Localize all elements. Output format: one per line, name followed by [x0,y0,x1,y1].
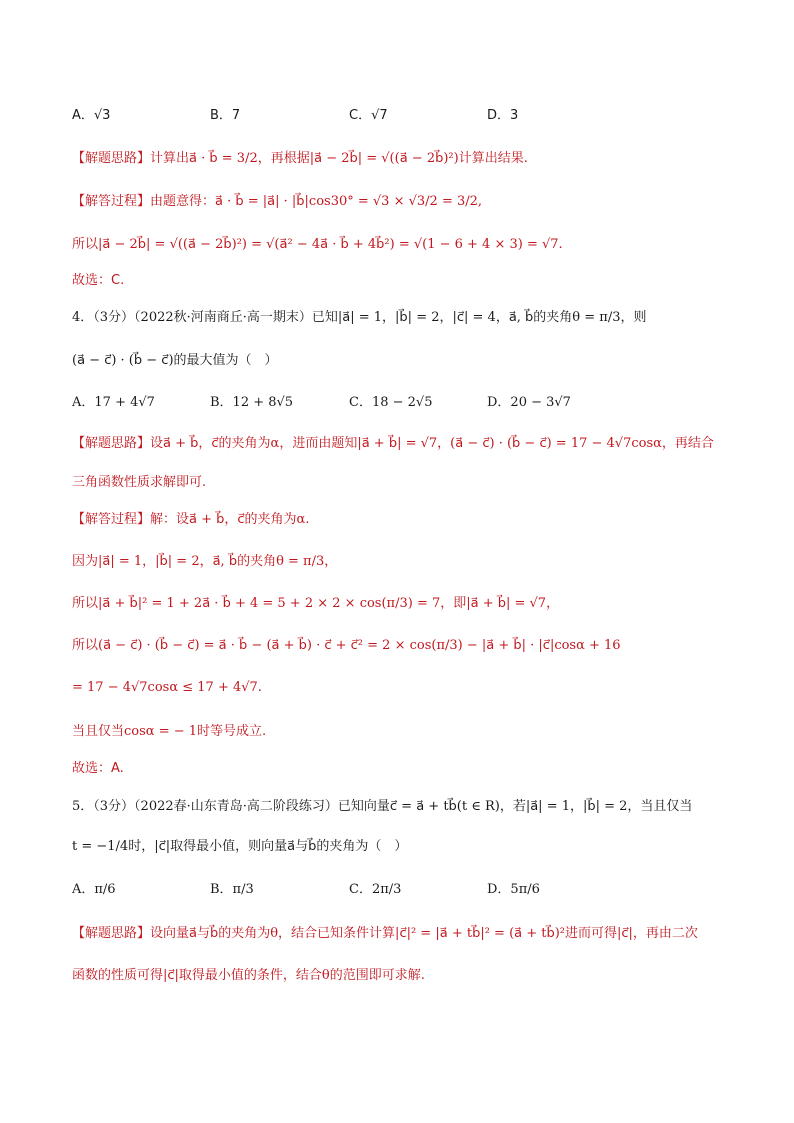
q5-hint-line-2: 函数的性质可得|c⃗|取得最小值的条件，结合θ的范围即可求解. [72,968,425,983]
q3-option-c: C．√7 [349,108,388,123]
q4-process-line-3: 所以|a⃗ + b⃗|² = 1 + 2a⃗ · b⃗ + 4 = 5 + 2 × 2 × cos(π/3) = 7，即|a⃗ + b⃗| = √7， [72,596,560,611]
q4-process-text-1: 解：设a⃗ + b⃗，c⃗的夹角为α. [150,512,310,527]
q4-hint-text-1: 设a⃗ + b⃗，c⃗的夹角为α，进而由题知|a⃗ + b⃗| = √7，(a⃗ − c⃗) · (b⃗ − c⃗) = 17 − 4√7cosα，再结合 [150,436,714,451]
q4-option-b: B．12 + 8√5 [210,395,294,410]
q4-answer: 故选：A. [72,761,124,776]
q3-process-line-1 [72,192,482,212]
q5-stem-line-1: 5．（3分）（2022春·山东青岛·高二阶段练习）已知向量c⃗ = a⃗ + tb⃗(t ∈ R)，若|a⃗| = 1，|b⃗| = 2，当且仅当 [72,799,693,814]
q4-process-line-6: 当且仅当cosα = − 1时等号成立. [72,724,267,739]
q4-stem-line-1: 4．（3分）（2022秋·河南商丘·高一期末）已知|a⃗| = 1，|b⃗| = 2，|c⃗| = 4，a⃗, b⃗的夹角θ = π/3，则 [72,310,647,325]
process-tag: 【解答过程】 [72,194,151,209]
q3-hint-text: 计算出a⃗ · b⃗ = 3/2，再根据|a⃗ − 2b⃗| = √((a⃗ − 2b⃗)²)计算出结果. [150,151,528,166]
q3-process-line-2 [72,235,563,255]
hint-tag: 【解题思路】 [72,151,151,166]
q4-process-line-1 [72,510,309,530]
q4-process-line-5: = 17 − 4√7cosα ≤ 17 + 4√7. [72,680,262,695]
q5-option-c: C．2π/3 [349,882,402,897]
q3-answer: 故选：C. [72,273,125,288]
q3-process-text-2: 所以|a⃗ − 2b⃗| = √((a⃗ − 2b⃗)²) = √(a⃗² − 4a⃗ · b⃗ + 4b⃗²) = √(1 − 6 + 4 × 3) = √7. [72,237,563,252]
q4-process-line-4: 所以(a⃗ − c⃗) · (b⃗ − c⃗) = a⃗ · b⃗ − (a⃗ + b⃗) · c⃗ + c⃗² = 2 × cos(π/3) − |a⃗ + b⃗| · |c⃗|cosα + 16 [72,638,621,653]
q4-option-a: A．17 + 4√7 [72,395,155,410]
hint-tag: 【解题思路】 [72,926,151,941]
q5-option-b: B．π/3 [210,882,254,897]
q3-process-text-1: 由题意得：a⃗ · b⃗ = |a⃗| · |b⃗|cos30° = √3 × √3/2 = 3/2, [150,194,483,209]
q5-hint-text-1: 设向量a⃗与b⃗的夹角为θ，结合已知条件计算|c⃗|² = |a⃗ + tb⃗|² = (a⃗ + tb⃗)²进而可得|c⃗|，再由二次 [150,926,698,941]
q5-hint-line-1 [72,924,698,944]
q3-option-b: B．7 [210,108,241,123]
q4-process-line-2: 因为|a⃗| = 1，|b⃗| = 2，a⃗, b⃗的夹角θ = π/3， [72,554,338,569]
q3-option-a: A．√3 [72,108,111,123]
q5-option-d: D．5π/6 [487,882,540,897]
q3-hint-line [72,149,528,169]
hint-tag: 【解题思路】 [72,436,151,451]
process-tag: 【解答过程】 [72,512,151,527]
q3-option-d: D．3 [487,108,519,123]
q4-hint-line-2: 三角函数性质求解即可. [72,475,207,490]
q4-option-c: C．18 − 2√5 [349,395,433,410]
q5-stem-line-2: t = −1/4时，|c⃗|取得最小值，则向量a⃗与b⃗的夹角为（ ） [72,839,408,854]
q4-option-d: D．20 − 3√7 [487,395,571,410]
q4-hint-line-1 [72,434,714,454]
q4-stem-line-2: (a⃗ − c⃗) · (b⃗ − c⃗)的最大值为（ ） [72,353,278,368]
q5-option-a: A．π/6 [72,882,116,897]
